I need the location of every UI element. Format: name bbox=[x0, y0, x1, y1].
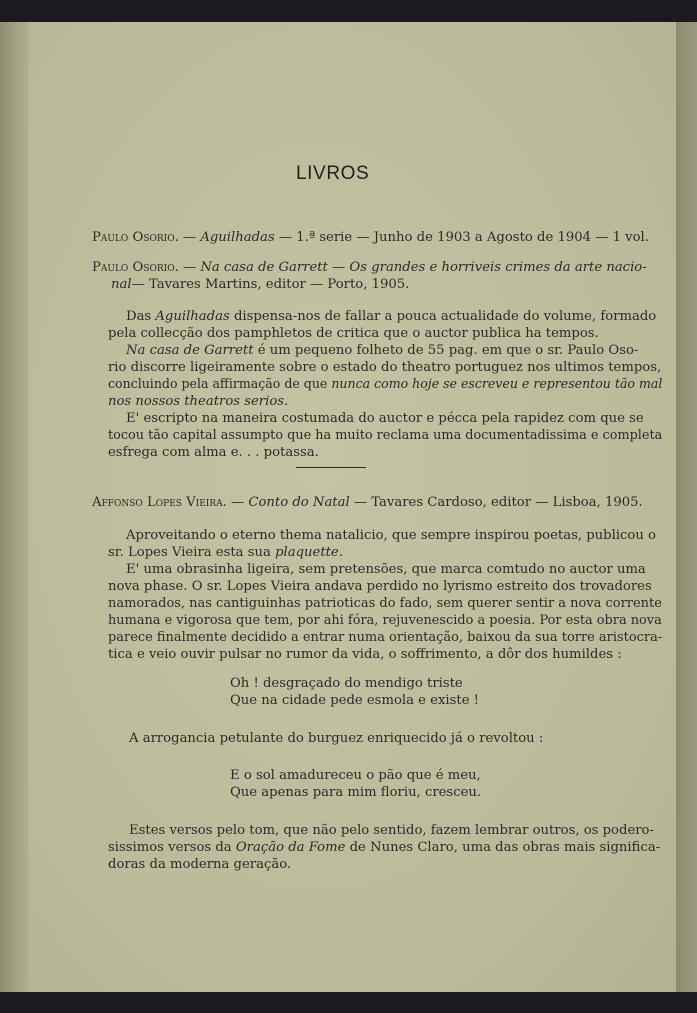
verse-2-line-1: E o sol amadureceu o pão que é meu, bbox=[230, 768, 481, 783]
review-2-p1-line-2: sr. Lopes Vieira esta sua plaquette. bbox=[108, 545, 343, 560]
right-page-edge bbox=[676, 22, 697, 992]
review-2-p4-line-1: Estes versos pelo tom, que não pelo sentido, fazem lembrar outros, os podero- bbox=[129, 823, 654, 838]
verse-1-line-2: Que na cidade pede esmola e existe ! bbox=[230, 693, 479, 708]
page-title: LIVROS bbox=[296, 163, 370, 184]
entry-1: Paulo Osorio. — Aguilhadas — 1.ª serie — Junho de 1903 a Agosto de 1904 — 1 vol. bbox=[92, 230, 649, 245]
review-2-p2-line-6: tica e veio ouvir pulsar no rumor da vida, o soffrimento, a dôr dos humildes : bbox=[108, 647, 622, 662]
review-2-p4-line-2: sissimos versos da Oração da Fome de Nunes Claro, uma das obras mais significa- bbox=[108, 840, 661, 855]
review-1-line-3: Na casa de Garrett é um pequeno folheto de 55 pag. em que o sr. Paulo Oso- bbox=[126, 343, 639, 358]
entry-3-author: Affonso Lopes Vieira bbox=[92, 495, 223, 510]
entry-2-details: — Tavares Martins, editor — Porto, 1905. bbox=[131, 277, 410, 292]
review-1-line-2: pela collecção dos pamphletos de critica que o auctor publica ha tempos. bbox=[108, 326, 599, 341]
entry-2-work: Na casa de Garrett — Os grandes e horriveis crimes da arte nacio- bbox=[200, 260, 647, 275]
entry-3: Affonso Lopes Vieira. — Conto do Natal — Tavares Cardoso, editor — Lisboa, 1905. bbox=[92, 495, 643, 510]
entry-1-details: 1.ª serie — Junho de 1903 a Agosto de 1904 — 1 vol. bbox=[296, 230, 649, 245]
entry-2-line-1: Paulo Osorio. — Na casa de Garrett — Os grandes e horriveis crimes da arte nacio- bbox=[92, 260, 647, 275]
left-page-edge bbox=[0, 22, 31, 992]
review-2-p2-line-5: parece finalmente decidido a entrar numa orientação, baixou da sua torre aristocra- bbox=[108, 630, 663, 645]
verse-2-line-2: Que apenas para mim floriu, cresceu. bbox=[230, 785, 482, 800]
review-1-line-1: Das Aguilhadas dispensa-nos de fallar a pouca actualidade do volume, formado bbox=[126, 309, 657, 324]
section-divider bbox=[296, 467, 366, 468]
review-2-p4-line-3: doras da moderna geração. bbox=[108, 857, 292, 872]
entry-3-work: Conto do Natal bbox=[248, 495, 350, 510]
review-2-p2-line-1: E' uma obrasinha ligeira, sem pretensões, que marca comtudo no auctor uma bbox=[126, 562, 646, 577]
review-1-line-9: esfrega com alma e. . . potassa. bbox=[108, 445, 319, 460]
review-2-p3: A arrogancia petulante do burguez enriquecido já o revoltou : bbox=[129, 731, 544, 746]
verse-1-line-1: Oh ! desgraçado do mendigo triste bbox=[230, 676, 463, 691]
review-1-line-4: rio discorre ligeiramente sobre o estado do theatro portuguez nos ultimos tempos, bbox=[108, 360, 662, 375]
review-2-p2-line-3: namorados, nas cantiguinhas patrioticas do fado, sem querer sentir a nova corrente bbox=[108, 596, 662, 611]
review-2-p2-line-4: humana e vigorosa que tem, por ahi fóra, rejuvenescido a poesia. Por esta obra nova bbox=[108, 613, 662, 628]
entry-1-author: Paulo Osorio bbox=[92, 230, 175, 245]
book-page bbox=[28, 22, 676, 992]
review-2-p1-line-1: Aproveitando o eterno thema natalicio, que sempre inspirou poetas, publicou o bbox=[126, 528, 656, 543]
review-1-line-6: nos nossos theatros serios. bbox=[108, 394, 289, 409]
entry-3-details: — Tavares Cardoso, editor — Lisboa, 1905. bbox=[353, 495, 643, 510]
review-1-line-8: tocou tão capital assumpto que ha muito reclama uma documentadissima e completa bbox=[108, 428, 663, 443]
entry-2-work-cont: nal bbox=[111, 277, 132, 292]
entry-2-author: Paulo Osorio bbox=[92, 260, 175, 275]
review-1-line-7: E' escripto na maneira costumada do auctor e pécca pela rapidez com que se bbox=[126, 411, 644, 426]
entry-1-work: Aguilhadas bbox=[200, 230, 275, 245]
review-1-line-5: concluindo pela affirmação de que nunca como hoje se escreveu e representou tão mal bbox=[108, 377, 663, 392]
entry-2-line-2 bbox=[111, 277, 409, 293]
review-2-p2-line-2: nova phase. O sr. Lopes Vieira andava perdido no lyrismo estreito dos trovadores bbox=[108, 579, 652, 594]
